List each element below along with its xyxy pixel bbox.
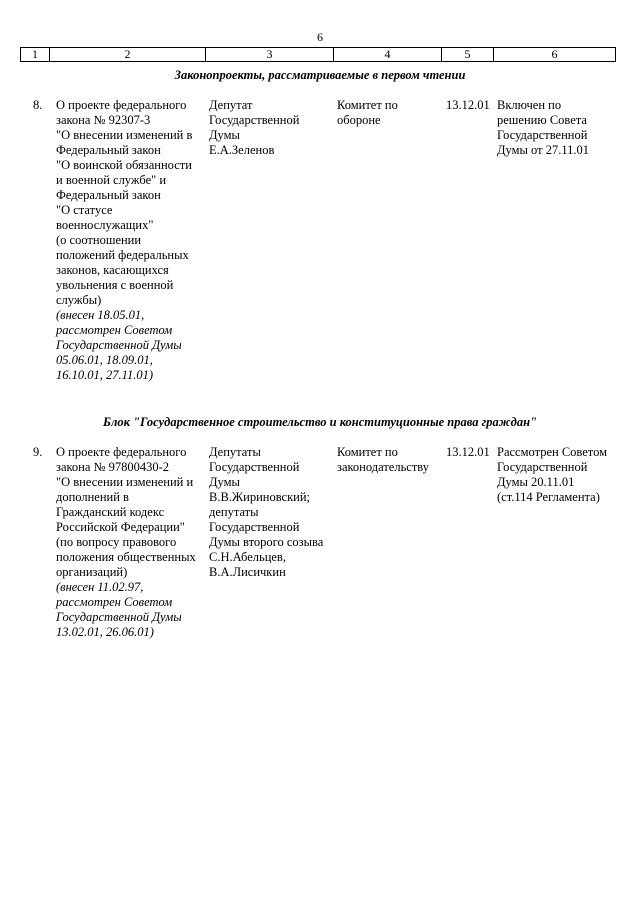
bill-author	[209, 445, 334, 580]
bill-title	[56, 98, 206, 383]
author-line: Депутаты	[209, 445, 261, 459]
bill-title-line: службы)	[56, 293, 102, 307]
bill-title-line: Федеральный закон	[56, 143, 161, 157]
status-line: Рассмотрен Советом	[497, 445, 608, 459]
consideration-date: 13.12.01	[446, 445, 490, 459]
bill-title-line: законов, касающихся	[56, 263, 169, 277]
committee-line: Комитет по	[337, 98, 398, 112]
author-line: С.Н.Абельцев,	[209, 550, 286, 564]
author-line: Государственной	[209, 460, 300, 474]
bill-history-line: 16.10.01, 27.11.01)	[56, 368, 153, 382]
author-line: Е.А.Зеленов	[209, 143, 275, 157]
bill-title-line: увольнения с военной	[56, 278, 174, 292]
bill-title-line: закона № 92307-3	[56, 113, 151, 127]
bill-title-line: О проекте федерального	[56, 445, 187, 459]
consideration-date: 13.12.01	[446, 98, 490, 112]
section-title-block: Блок "Государственное строительство и конституционные права граждан"	[103, 415, 537, 429]
bill-title-line: организаций)	[56, 565, 128, 579]
bill-title-line: "О воинской обязанности	[56, 158, 192, 172]
bill-title-line: "О внесении изменений и	[56, 475, 194, 489]
column-header-5: 5	[442, 48, 494, 62]
bill-history-line: Государственной Думы	[56, 610, 182, 624]
bill-history-line: 13.02.01, 26.06.01)	[56, 625, 154, 639]
status-line: Включен по	[497, 98, 562, 112]
bill-history-line: (внесен 18.05.01,	[56, 308, 145, 322]
status-line: Думы 20.11.01	[497, 475, 575, 489]
bill-title-line: и военной службе" и	[56, 173, 167, 187]
status-line: Думы от 27.11.01	[497, 143, 590, 157]
column-header-4: 4	[334, 48, 442, 62]
bill-title-line: положения общественных	[56, 550, 196, 564]
bill-title-line: положений федеральных	[56, 248, 189, 262]
bill-history-line: (внесен 11.02.97,	[56, 580, 144, 594]
bill-title-line: О проекте федерального	[56, 98, 187, 112]
committee-line: законодательству	[337, 460, 430, 474]
status-line: решению Совета	[497, 113, 587, 127]
bill-title-line: "О статусе	[56, 203, 113, 217]
bill-history-line: рассмотрен Советом	[56, 595, 173, 609]
committee-line: Комитет по	[337, 445, 398, 459]
bill-title-line: Гражданский кодекс	[56, 505, 165, 519]
author-line: Думы	[209, 475, 240, 489]
author-line: В.В.Жириновский;	[209, 490, 310, 504]
bill-author	[209, 98, 334, 158]
author-line: Государственной	[209, 113, 300, 127]
bill-history-line: рассмотрен Советом	[56, 323, 173, 337]
column-header-1: 1	[21, 48, 50, 62]
bill-title-line: закона № 97800430-2	[56, 460, 170, 474]
column-header-2: 2	[50, 48, 206, 62]
bill-history-line: Государственной Думы	[56, 338, 182, 352]
bill-status	[497, 445, 622, 505]
status-line: Государственной	[497, 128, 588, 142]
bill-title-line: Российской Федерации"	[56, 520, 185, 534]
bill-history-line: 05.06.01, 18.09.01,	[56, 353, 153, 367]
column-header-table	[20, 47, 616, 62]
author-line: В.А.Лисичкин	[209, 565, 286, 579]
bill-title-line: Федеральный закон	[56, 188, 161, 202]
column-header-row	[21, 48, 616, 62]
column-header-6: 6	[494, 48, 616, 62]
author-line: Государственной	[209, 520, 300, 534]
entry-number: 9.	[33, 445, 43, 459]
committee-line: обороне	[337, 113, 381, 127]
page-number: 6	[317, 30, 323, 44]
bill-title-line: военнослужащих"	[56, 218, 154, 232]
bill-status	[497, 98, 622, 158]
status-line: (ст.114 Регламента)	[497, 490, 600, 504]
author-line: Думы	[209, 128, 240, 142]
bill-title-line: "О внесении изменений в	[56, 128, 193, 142]
author-line: Думы второго созыва	[209, 535, 324, 549]
section-title-first-reading: Законопроекты, рассматриваемые в первом чтении	[174, 68, 466, 82]
bill-title-line: (по вопросу правового	[56, 535, 177, 549]
responsible-committee	[337, 98, 442, 128]
author-line: депутаты	[209, 505, 259, 519]
bill-title	[56, 445, 206, 640]
bill-title-line: (о соотношении	[56, 233, 142, 247]
column-header-3: 3	[206, 48, 334, 62]
bill-title-line: дополнений в	[56, 490, 129, 504]
author-line: Депутат	[209, 98, 253, 112]
status-line: Государственной	[497, 460, 588, 474]
entry-number: 8.	[33, 98, 43, 112]
responsible-committee	[337, 445, 442, 475]
